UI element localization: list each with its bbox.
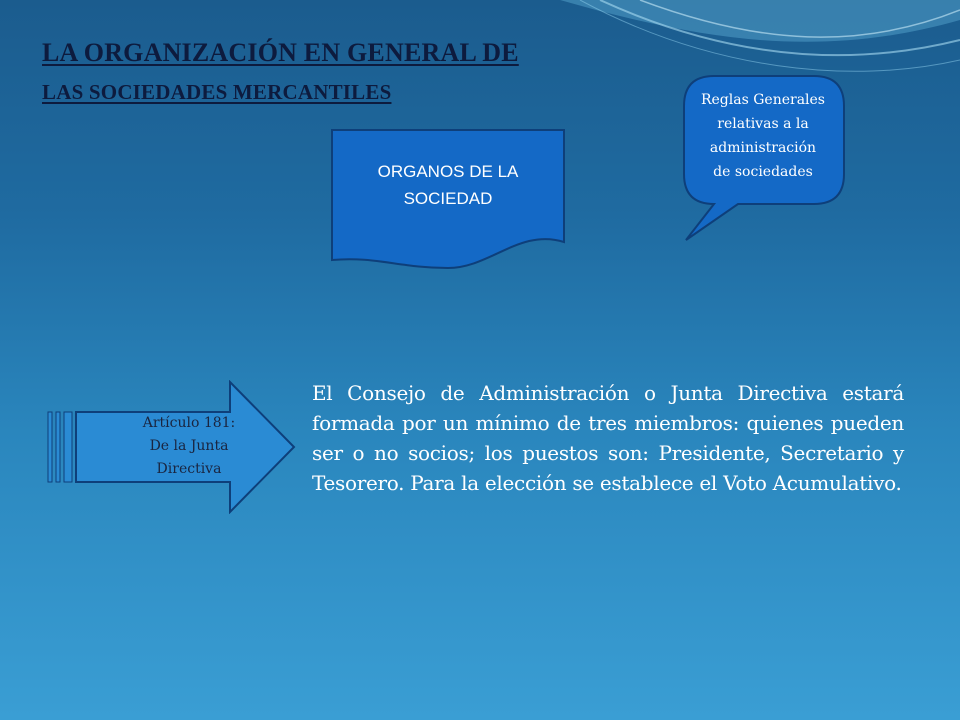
slide-title-line2: LAS SOCIEDADES MERCANTILES [42,80,392,104]
rules-callout [680,74,846,244]
arrow-label: Artículo 181: De la Junta Directiva [142,415,236,477]
organos-box [330,128,566,272]
article-arrow [46,380,296,514]
slide-title-line1: LA ORGANIZACIÓN EN GENERAL DE [42,38,519,67]
callout-label: Reglas Generales relativas a la administración de sociedades [700,92,825,180]
body-paragraph: El Consejo de Administración o Junta Directiva estará formada por un mínimo de tres miembros: quienes pueden ser o no socios; los puestos son: Presidente, Secretario y Tesorero. Para la elección se establece el Voto Acumulativo. [312,381,904,495]
organos-label: ORGANOS DE LA SOCIEDAD [377,162,519,208]
